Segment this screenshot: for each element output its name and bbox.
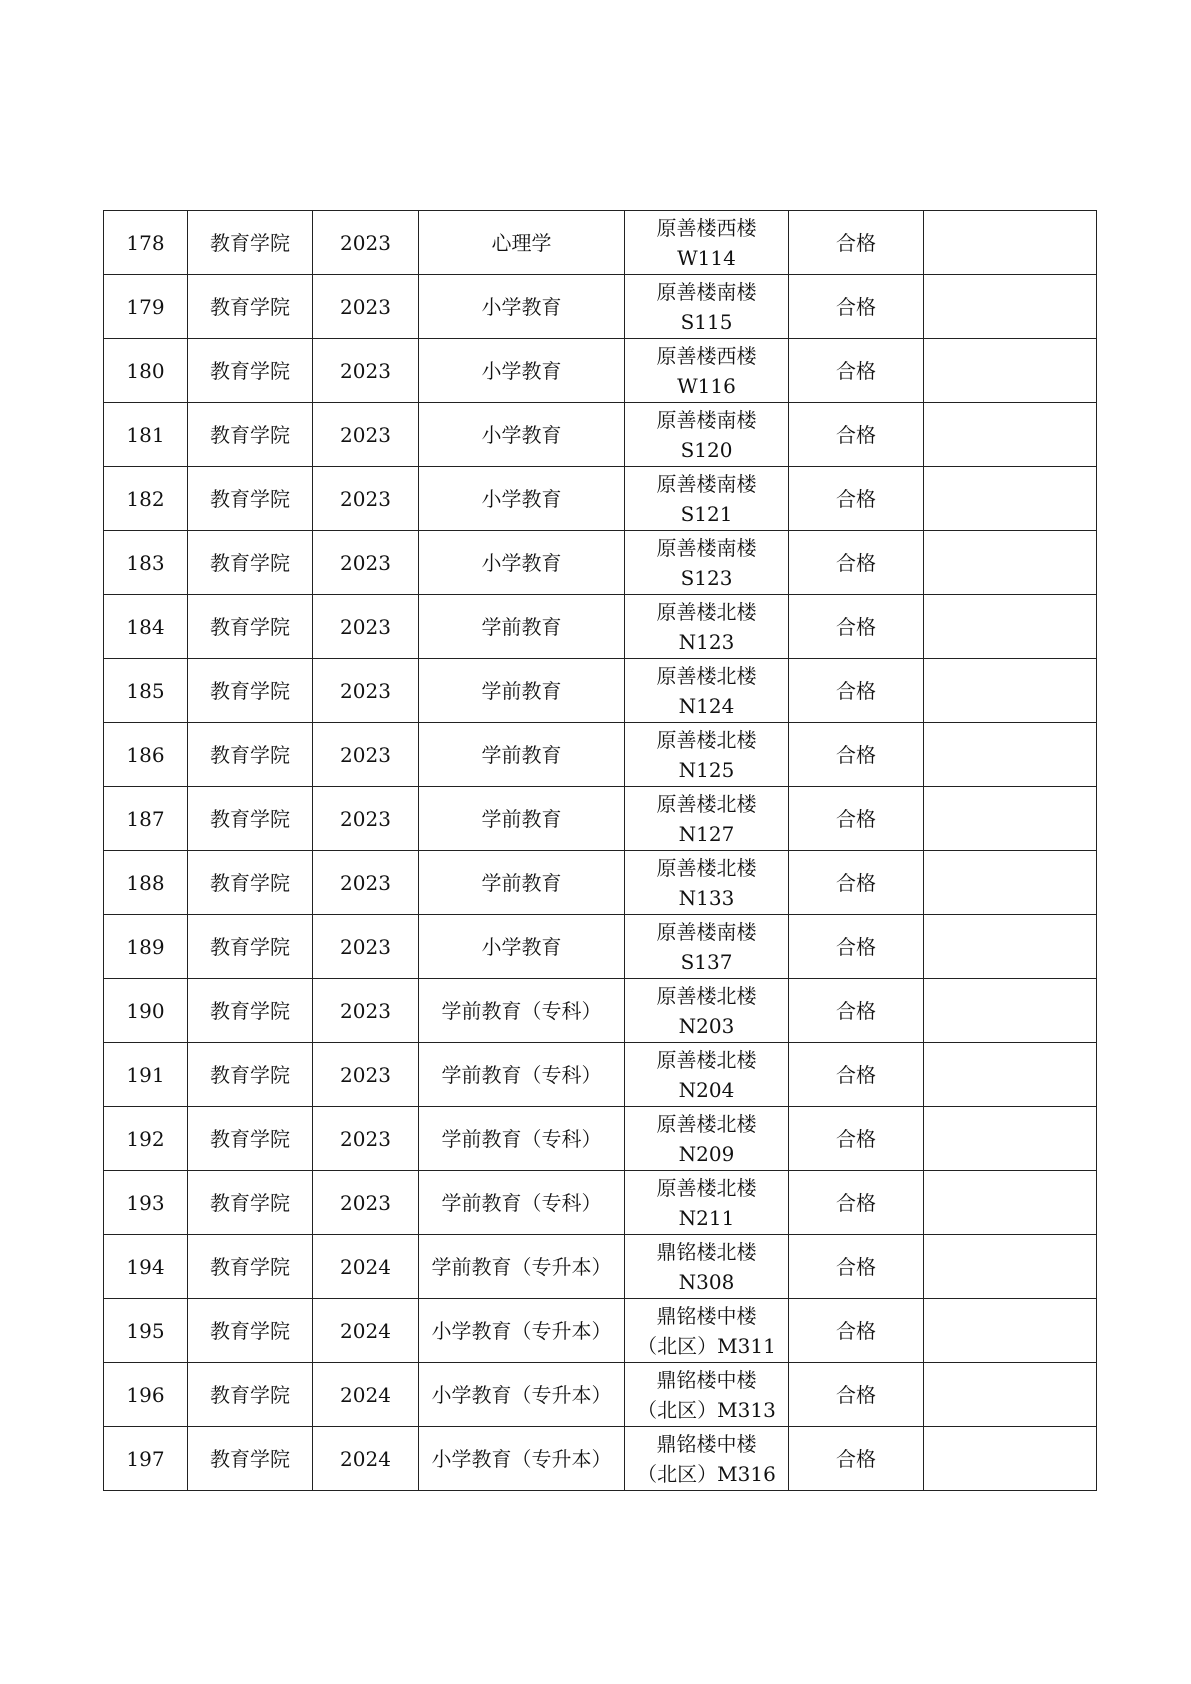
major-cell: 学前教育（专科） bbox=[419, 979, 625, 1043]
major-cell: 学前教育 bbox=[419, 659, 625, 723]
location-room: （北区）M311 bbox=[637, 1333, 776, 1358]
note-cell bbox=[924, 787, 1097, 851]
table-body bbox=[104, 211, 1097, 1491]
note-cell bbox=[924, 979, 1097, 1043]
college-cell: 教育学院 bbox=[188, 1427, 313, 1491]
major-cell: 学前教育（专升本） bbox=[419, 1235, 625, 1299]
location-building: 原善楼南楼 bbox=[656, 471, 757, 496]
major-cell: 小学教育 bbox=[419, 467, 625, 531]
location-cell bbox=[625, 1043, 789, 1107]
row-number-cell: 192 bbox=[104, 1107, 188, 1171]
table-row bbox=[104, 211, 1097, 275]
result-cell: 合格 bbox=[789, 1043, 924, 1107]
row-number-cell: 181 bbox=[104, 403, 188, 467]
major-cell: 学前教育 bbox=[419, 595, 625, 659]
row-number-cell: 185 bbox=[104, 659, 188, 723]
location-cell bbox=[625, 467, 789, 531]
table-row bbox=[104, 1235, 1097, 1299]
table-row bbox=[104, 1299, 1097, 1363]
year-cell: 2023 bbox=[313, 1171, 419, 1235]
note-cell bbox=[924, 1427, 1097, 1491]
college-cell: 教育学院 bbox=[188, 275, 313, 339]
result-cell: 合格 bbox=[789, 851, 924, 915]
row-number-cell: 193 bbox=[104, 1171, 188, 1235]
location-building: 原善楼北楼 bbox=[656, 1111, 757, 1136]
note-cell bbox=[924, 1363, 1097, 1427]
note-cell bbox=[924, 851, 1097, 915]
location-building: 鼎铭楼中楼 bbox=[656, 1367, 757, 1392]
table-row bbox=[104, 787, 1097, 851]
major-cell: 小学教育（专升本） bbox=[419, 1427, 625, 1491]
result-cell: 合格 bbox=[789, 531, 924, 595]
table-row bbox=[104, 1427, 1097, 1491]
location-cell bbox=[625, 339, 789, 403]
location-room: N209 bbox=[678, 1141, 735, 1166]
location-room: W116 bbox=[677, 373, 736, 398]
location-room: N204 bbox=[678, 1077, 735, 1102]
major-cell: 小学教育（专升本） bbox=[419, 1363, 625, 1427]
table-row bbox=[104, 467, 1097, 531]
location-cell bbox=[625, 1235, 789, 1299]
location-building: 鼎铭楼北楼 bbox=[656, 1239, 757, 1264]
major-cell: 小学教育 bbox=[419, 275, 625, 339]
major-cell: 小学教育 bbox=[419, 339, 625, 403]
result-cell: 合格 bbox=[789, 339, 924, 403]
table-row bbox=[104, 1107, 1097, 1171]
row-number-cell: 197 bbox=[104, 1427, 188, 1491]
year-cell: 2023 bbox=[313, 659, 419, 723]
college-cell: 教育学院 bbox=[188, 1107, 313, 1171]
college-cell: 教育学院 bbox=[188, 1299, 313, 1363]
year-cell: 2023 bbox=[313, 595, 419, 659]
result-cell: 合格 bbox=[789, 467, 924, 531]
year-cell: 2023 bbox=[313, 915, 419, 979]
year-cell: 2023 bbox=[313, 403, 419, 467]
inspection-results-table bbox=[103, 210, 1097, 1491]
result-cell: 合格 bbox=[789, 1235, 924, 1299]
result-cell: 合格 bbox=[789, 979, 924, 1043]
location-cell bbox=[625, 659, 789, 723]
result-cell: 合格 bbox=[789, 1107, 924, 1171]
college-cell: 教育学院 bbox=[188, 723, 313, 787]
result-cell: 合格 bbox=[789, 595, 924, 659]
location-room: N127 bbox=[678, 821, 735, 846]
table-row bbox=[104, 659, 1097, 723]
major-cell: 小学教育 bbox=[419, 531, 625, 595]
location-building: 原善楼南楼 bbox=[656, 919, 757, 944]
result-cell: 合格 bbox=[789, 1363, 924, 1427]
college-cell: 教育学院 bbox=[188, 531, 313, 595]
table-row bbox=[104, 339, 1097, 403]
row-number-cell: 183 bbox=[104, 531, 188, 595]
note-cell bbox=[924, 467, 1097, 531]
location-room: S123 bbox=[680, 565, 733, 590]
location-cell bbox=[625, 531, 789, 595]
location-cell bbox=[625, 915, 789, 979]
location-room: N123 bbox=[678, 629, 735, 654]
row-number-cell: 191 bbox=[104, 1043, 188, 1107]
college-cell: 教育学院 bbox=[188, 1363, 313, 1427]
year-cell: 2023 bbox=[313, 467, 419, 531]
location-room: N124 bbox=[678, 693, 735, 718]
row-number-cell: 187 bbox=[104, 787, 188, 851]
year-cell: 2024 bbox=[313, 1363, 419, 1427]
table-row bbox=[104, 531, 1097, 595]
result-cell: 合格 bbox=[789, 275, 924, 339]
college-cell: 教育学院 bbox=[188, 915, 313, 979]
location-building: 原善楼北楼 bbox=[656, 727, 757, 752]
location-building: 原善楼北楼 bbox=[656, 663, 757, 688]
row-number-cell: 195 bbox=[104, 1299, 188, 1363]
location-cell bbox=[625, 211, 789, 275]
location-cell bbox=[625, 1107, 789, 1171]
location-room: S137 bbox=[680, 949, 733, 974]
note-cell bbox=[924, 1107, 1097, 1171]
location-room: S121 bbox=[680, 501, 733, 526]
location-cell bbox=[625, 723, 789, 787]
location-cell bbox=[625, 275, 789, 339]
location-cell bbox=[625, 851, 789, 915]
row-number-cell: 186 bbox=[104, 723, 188, 787]
location-cell bbox=[625, 787, 789, 851]
note-cell bbox=[924, 339, 1097, 403]
college-cell: 教育学院 bbox=[188, 851, 313, 915]
row-number-cell: 182 bbox=[104, 467, 188, 531]
note-cell bbox=[924, 1235, 1097, 1299]
major-cell: 学前教育 bbox=[419, 787, 625, 851]
major-cell: 心理学 bbox=[419, 211, 625, 275]
location-cell bbox=[625, 1171, 789, 1235]
note-cell bbox=[924, 915, 1097, 979]
result-cell: 合格 bbox=[789, 787, 924, 851]
major-cell: 学前教育 bbox=[419, 851, 625, 915]
year-cell: 2023 bbox=[313, 1107, 419, 1171]
location-room: S120 bbox=[680, 437, 733, 462]
note-cell bbox=[924, 659, 1097, 723]
result-cell: 合格 bbox=[789, 1427, 924, 1491]
location-building: 原善楼北楼 bbox=[656, 855, 757, 880]
year-cell: 2023 bbox=[313, 1043, 419, 1107]
result-cell: 合格 bbox=[789, 1299, 924, 1363]
row-number-cell: 179 bbox=[104, 275, 188, 339]
location-cell bbox=[625, 403, 789, 467]
location-building: 原善楼北楼 bbox=[656, 791, 757, 816]
note-cell bbox=[924, 1299, 1097, 1363]
note-cell bbox=[924, 211, 1097, 275]
note-cell bbox=[924, 723, 1097, 787]
college-cell: 教育学院 bbox=[188, 339, 313, 403]
result-cell: 合格 bbox=[789, 659, 924, 723]
college-cell: 教育学院 bbox=[188, 787, 313, 851]
location-room: W114 bbox=[677, 245, 736, 270]
row-number-cell: 188 bbox=[104, 851, 188, 915]
major-cell: 学前教育 bbox=[419, 723, 625, 787]
table-row bbox=[104, 1363, 1097, 1427]
note-cell bbox=[924, 595, 1097, 659]
college-cell: 教育学院 bbox=[188, 1171, 313, 1235]
major-cell: 小学教育 bbox=[419, 403, 625, 467]
table-row bbox=[104, 723, 1097, 787]
location-building: 原善楼西楼 bbox=[656, 343, 757, 368]
year-cell: 2023 bbox=[313, 851, 419, 915]
result-cell: 合格 bbox=[789, 403, 924, 467]
year-cell: 2024 bbox=[313, 1427, 419, 1491]
table-row bbox=[104, 979, 1097, 1043]
result-cell: 合格 bbox=[789, 1171, 924, 1235]
college-cell: 教育学院 bbox=[188, 659, 313, 723]
row-number-cell: 180 bbox=[104, 339, 188, 403]
location-building: 原善楼北楼 bbox=[656, 599, 757, 624]
year-cell: 2023 bbox=[313, 531, 419, 595]
result-cell: 合格 bbox=[789, 915, 924, 979]
location-cell bbox=[625, 1299, 789, 1363]
note-cell bbox=[924, 1043, 1097, 1107]
major-cell: 学前教育（专科） bbox=[419, 1171, 625, 1235]
location-building: 原善楼南楼 bbox=[656, 407, 757, 432]
location-room: S115 bbox=[680, 309, 733, 334]
note-cell bbox=[924, 275, 1097, 339]
result-cell: 合格 bbox=[789, 723, 924, 787]
location-room: N133 bbox=[678, 885, 735, 910]
location-cell bbox=[625, 595, 789, 659]
location-building: 原善楼北楼 bbox=[656, 983, 757, 1008]
row-number-cell: 196 bbox=[104, 1363, 188, 1427]
table-row bbox=[104, 1171, 1097, 1235]
note-cell bbox=[924, 403, 1097, 467]
college-cell: 教育学院 bbox=[188, 1235, 313, 1299]
year-cell: 2023 bbox=[313, 979, 419, 1043]
location-building: 原善楼西楼 bbox=[656, 215, 757, 240]
year-cell: 2024 bbox=[313, 1235, 419, 1299]
major-cell: 学前教育（专科） bbox=[419, 1043, 625, 1107]
location-cell bbox=[625, 1427, 789, 1491]
location-cell bbox=[625, 1363, 789, 1427]
location-room: （北区）M316 bbox=[637, 1461, 776, 1486]
table-row bbox=[104, 595, 1097, 659]
table-row bbox=[104, 851, 1097, 915]
location-room: N308 bbox=[678, 1269, 735, 1294]
major-cell: 学前教育（专科） bbox=[419, 1107, 625, 1171]
college-cell: 教育学院 bbox=[188, 1043, 313, 1107]
location-room: N125 bbox=[678, 757, 735, 782]
table-row bbox=[104, 403, 1097, 467]
college-cell: 教育学院 bbox=[188, 595, 313, 659]
location-building: 鼎铭楼中楼 bbox=[656, 1431, 757, 1456]
location-room: N211 bbox=[678, 1205, 735, 1230]
row-number-cell: 184 bbox=[104, 595, 188, 659]
year-cell: 2023 bbox=[313, 723, 419, 787]
location-building: 原善楼南楼 bbox=[656, 279, 757, 304]
location-building: 原善楼北楼 bbox=[656, 1047, 757, 1072]
location-room: （北区）M313 bbox=[637, 1397, 776, 1422]
row-number-cell: 178 bbox=[104, 211, 188, 275]
year-cell: 2023 bbox=[313, 787, 419, 851]
note-cell bbox=[924, 531, 1097, 595]
year-cell: 2023 bbox=[313, 339, 419, 403]
college-cell: 教育学院 bbox=[188, 467, 313, 531]
location-room: N203 bbox=[678, 1013, 735, 1038]
location-building: 鼎铭楼中楼 bbox=[656, 1303, 757, 1328]
row-number-cell: 189 bbox=[104, 915, 188, 979]
table-row bbox=[104, 915, 1097, 979]
note-cell bbox=[924, 1171, 1097, 1235]
location-building: 原善楼南楼 bbox=[656, 535, 757, 560]
major-cell: 小学教育（专升本） bbox=[419, 1299, 625, 1363]
result-cell: 合格 bbox=[789, 211, 924, 275]
row-number-cell: 190 bbox=[104, 979, 188, 1043]
college-cell: 教育学院 bbox=[188, 979, 313, 1043]
location-building: 原善楼北楼 bbox=[656, 1175, 757, 1200]
year-cell: 2023 bbox=[313, 211, 419, 275]
row-number-cell: 194 bbox=[104, 1235, 188, 1299]
year-cell: 2023 bbox=[313, 275, 419, 339]
college-cell: 教育学院 bbox=[188, 403, 313, 467]
major-cell: 小学教育 bbox=[419, 915, 625, 979]
table-row bbox=[104, 1043, 1097, 1107]
year-cell: 2024 bbox=[313, 1299, 419, 1363]
location-cell bbox=[625, 979, 789, 1043]
table-row bbox=[104, 275, 1097, 339]
college-cell: 教育学院 bbox=[188, 211, 313, 275]
